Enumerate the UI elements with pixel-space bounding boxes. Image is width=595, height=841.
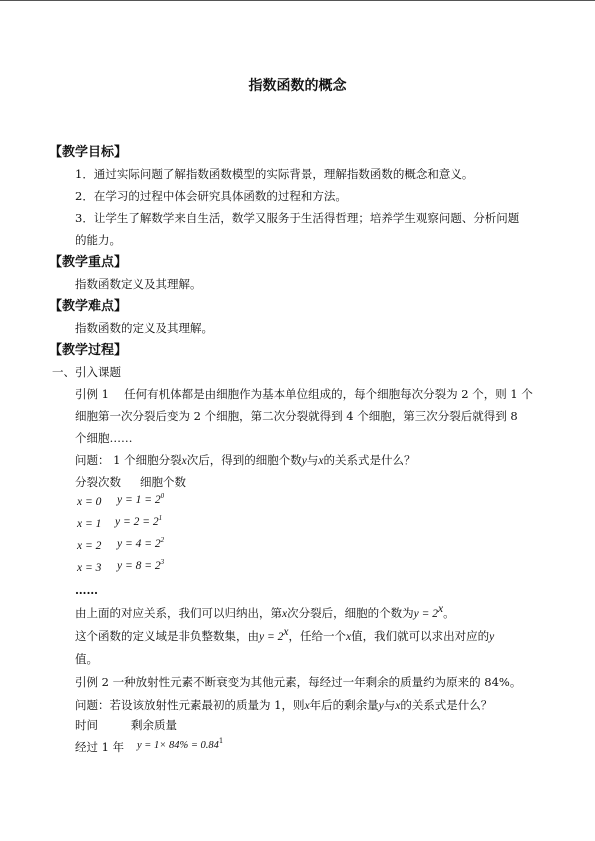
var-x: x — [345, 631, 352, 643]
table-1-row-2-x: x = 2 — [77, 540, 102, 552]
table-1-header-cells: 细胞个数 — [140, 475, 186, 489]
domain-line — [75, 626, 495, 644]
domain-text-c: 值，我们就可以求出对应的 — [351, 629, 490, 643]
top-rule — [0, 0, 595, 1]
table-2-header-time: 时间 — [75, 718, 98, 732]
var-y: y — [378, 700, 384, 712]
goal-1: 1．通过实际问题了解指数函数模型的实际背景，理解指数函数的概念和意义。 — [75, 167, 474, 181]
example-1-line-2: 细胞第一次分裂后变为 2 个细胞，第二次分裂就得到 4 个细胞，第三次分裂后就得到 8 — [75, 409, 518, 423]
question-2-text-b: 年后的剩余量 — [309, 698, 379, 712]
var-y: y — [301, 455, 307, 467]
exponent: 1 — [218, 737, 224, 745]
question-1 — [75, 453, 415, 468]
table-1-row-1-x: x = 1 — [77, 518, 102, 530]
table-1-row-2-y — [117, 537, 164, 551]
exponent: 2 — [160, 536, 165, 544]
heading-teaching-goals: 【教学目标】 — [49, 145, 128, 160]
var-x: x — [181, 455, 187, 467]
formula: y = 2 — [413, 608, 438, 620]
example-1-line-3: 个细胞…… — [75, 431, 133, 445]
formula: y = 8 = 2 — [117, 560, 161, 572]
table-1-row-3-y — [117, 559, 164, 573]
induction-text-a: 由上面的对应关系，我们可以归纳出，第 — [75, 606, 282, 620]
exponent: x — [283, 626, 289, 638]
goal-3-line-2: 的能力。 — [75, 233, 121, 247]
table-1-row-0-x: x = 0 — [77, 496, 102, 508]
table-2-row-label: 经过 1 年 — [75, 740, 125, 754]
goal-3-line-1: 3．让学生了解数学来自生活，数学又服务于生活得哲理；培养学生观察问题、分析问题 — [75, 211, 520, 225]
key-points-text: 指数函数定义及其理解。 — [75, 277, 202, 291]
question-1-text-d: 的关系式是什么？ — [323, 453, 416, 467]
table-1-header-count: 分裂次数 — [75, 475, 121, 489]
domain-text-b: ，任给一个 — [288, 629, 346, 643]
induction-text-c: 。 — [443, 606, 455, 620]
table-1-row-0-y — [117, 493, 164, 507]
question-1-text-b: 次后，得到的细胞个数 — [186, 453, 302, 467]
formula: y = 2 — [259, 631, 284, 643]
formula: y = 4 = 2 — [117, 538, 161, 550]
section-intro: 一、引入课题 — [52, 365, 121, 379]
var-x: x — [395, 700, 401, 712]
induction-line — [75, 603, 455, 621]
goal-2: 2．在学习的过程中体会研究具体函数的过程和方法。 — [75, 189, 347, 203]
formula: y = 1 = 2 — [117, 494, 161, 506]
example-2: 引例 2 一种放射性元素不断衰变为其他元素，每经过一年剩余的质量约为原来的 84%。 — [75, 675, 522, 689]
exponent: 3 — [160, 558, 165, 566]
domain-line-2: 值。 — [75, 652, 98, 666]
exponent: 1 — [158, 514, 163, 522]
page-title: 指数函数的概念 — [248, 78, 347, 94]
exponent: x — [437, 603, 444, 615]
example-1-line-1: 引例 1 任何有机体都是由细胞作为基本单位组成的，每个细胞每次分裂为 2 个，则 1 个 — [75, 387, 533, 401]
var-x: x — [282, 608, 288, 620]
induction-text-b: 次分裂后，细胞的个数为 — [287, 606, 414, 620]
question-1-text-a: 问题： 1 个细胞分裂 — [75, 453, 182, 467]
formula: y = 2 = 2 — [115, 516, 159, 528]
var-x: x — [304, 700, 310, 712]
question-2-text-c: 与 — [383, 698, 396, 712]
formula: y = 1× 84% = 0.84 — [137, 740, 219, 751]
question-2 — [75, 698, 492, 713]
ellipsis: …… — [75, 583, 98, 597]
heading-teaching-process: 【教学过程】 — [49, 343, 128, 358]
heading-key-points: 【教学重点】 — [49, 255, 128, 270]
table-1-row-1-y — [115, 515, 162, 529]
question-2-text-d: 的关系式是什么？ — [400, 698, 493, 712]
var-y: y — [489, 631, 495, 643]
table-2-header-mass: 剩余质量 — [131, 718, 177, 732]
domain-text-a: 这个函数的定义域是非负整数集，由 — [75, 629, 259, 643]
heading-difficult-points: 【教学难点】 — [49, 299, 128, 314]
table-2-row-formula — [137, 738, 223, 753]
question-2-text-a: 问题：若设该放射性元素最初的质量为 1，则 — [75, 698, 305, 712]
exponent: 0 — [160, 492, 165, 500]
var-x: x — [318, 455, 324, 467]
question-1-text-c: 与 — [306, 453, 319, 467]
table-1-row-3-x: x = 3 — [77, 562, 102, 574]
difficult-points-text: 指数函数的定义及其理解。 — [75, 321, 213, 335]
